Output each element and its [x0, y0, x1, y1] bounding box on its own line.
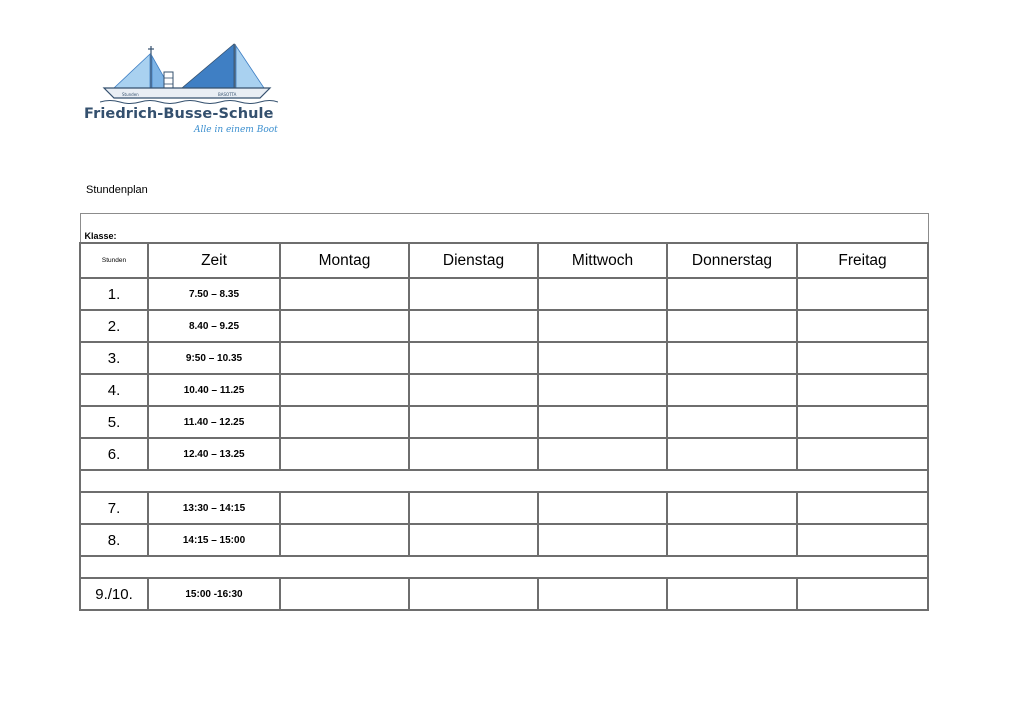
lesson-time: 11.40 – 12.25	[148, 406, 280, 438]
cell-mittwoch[interactable]	[538, 438, 667, 470]
cell-dienstag[interactable]	[409, 374, 538, 406]
break-cell	[80, 556, 928, 578]
cell-dienstag[interactable]	[409, 578, 538, 610]
lesson-number: 6.	[80, 438, 148, 470]
cell-freitag[interactable]	[797, 438, 928, 470]
cell-freitag[interactable]	[797, 310, 928, 342]
page-title: Stundenplan	[86, 184, 148, 196]
sailboat-logo-icon	[100, 42, 278, 108]
cell-donnerstag[interactable]	[667, 310, 797, 342]
cell-donnerstag[interactable]	[667, 406, 797, 438]
lesson-time: 9:50 – 10.35	[148, 342, 280, 374]
table-row	[80, 524, 928, 556]
cell-montag[interactable]	[280, 578, 409, 610]
header-zeit: Zeit	[148, 243, 280, 278]
cell-mittwoch[interactable]	[538, 406, 667, 438]
cell-dienstag[interactable]	[409, 524, 538, 556]
header-row	[80, 243, 928, 278]
cell-dienstag[interactable]	[409, 492, 538, 524]
break-row	[80, 556, 928, 578]
table-row	[80, 278, 928, 310]
header-dienstag: Dienstag	[409, 243, 538, 278]
cell-dienstag[interactable]	[409, 342, 538, 374]
cell-dienstag[interactable]	[409, 406, 538, 438]
cell-montag[interactable]	[280, 492, 409, 524]
lesson-time: 8.40 – 9.25	[148, 310, 280, 342]
school-motto: Alle in einem Boot	[194, 125, 278, 135]
cell-freitag[interactable]	[797, 374, 928, 406]
cell-mittwoch[interactable]	[538, 310, 667, 342]
cell-donnerstag[interactable]	[667, 374, 797, 406]
header-stunden: Stunden	[80, 243, 148, 278]
cell-dienstag[interactable]	[409, 438, 538, 470]
cell-montag[interactable]	[280, 342, 409, 374]
klasse-label: Klasse:	[84, 231, 117, 241]
table-row	[80, 438, 928, 470]
cell-freitag[interactable]	[797, 578, 928, 610]
table-row	[80, 310, 928, 342]
cell-donnerstag[interactable]	[667, 524, 797, 556]
cell-freitag[interactable]	[797, 492, 928, 524]
header-donnerstag: Donnerstag	[667, 243, 797, 278]
lesson-time: 12.40 – 13.25	[148, 438, 280, 470]
break-row	[80, 470, 928, 492]
cell-freitag[interactable]	[797, 524, 928, 556]
cell-mittwoch[interactable]	[538, 578, 667, 610]
lesson-number: 7.	[80, 492, 148, 524]
lesson-time: 14:15 – 15:00	[148, 524, 280, 556]
lesson-time: 10.40 – 11.25	[148, 374, 280, 406]
cell-montag[interactable]	[280, 310, 409, 342]
header-freitag: Freitag	[797, 243, 928, 278]
table-row	[80, 342, 928, 374]
break-cell	[80, 470, 928, 492]
cell-dienstag[interactable]	[409, 278, 538, 310]
cell-mittwoch[interactable]	[538, 342, 667, 374]
header-montag: Montag	[280, 243, 409, 278]
cell-donnerstag[interactable]	[667, 342, 797, 374]
lesson-number: 3.	[80, 342, 148, 374]
cell-montag[interactable]	[280, 406, 409, 438]
cell-freitag[interactable]	[797, 278, 928, 310]
cell-mittwoch[interactable]	[538, 524, 667, 556]
school-name: Friedrich-Busse-Schule	[84, 106, 274, 122]
cell-donnerstag[interactable]	[667, 578, 797, 610]
cell-donnerstag[interactable]	[667, 278, 797, 310]
lesson-number: 4.	[80, 374, 148, 406]
cell-dienstag[interactable]	[409, 310, 538, 342]
klasse-field[interactable]	[80, 214, 928, 244]
lesson-time: 7.50 – 8.35	[148, 278, 280, 310]
cell-montag[interactable]	[280, 278, 409, 310]
table-row	[80, 492, 928, 524]
lesson-number: 2.	[80, 310, 148, 342]
lesson-number: 8.	[80, 524, 148, 556]
cell-montag[interactable]	[280, 524, 409, 556]
cell-montag[interactable]	[280, 374, 409, 406]
table-row	[80, 406, 928, 438]
cell-mittwoch[interactable]	[538, 374, 667, 406]
table-row	[80, 374, 928, 406]
school-logo	[84, 42, 280, 138]
cell-freitag[interactable]	[797, 342, 928, 374]
lesson-time: 15:00 -16:30	[148, 578, 280, 610]
lesson-number: 9./10.	[80, 578, 148, 610]
lesson-time: 13:30 – 14:15	[148, 492, 280, 524]
boat-name: BASOTTA	[218, 92, 237, 97]
cell-mittwoch[interactable]	[538, 278, 667, 310]
lesson-number: 5.	[80, 406, 148, 438]
cell-freitag[interactable]	[797, 406, 928, 438]
boat-label: Stunden	[122, 92, 139, 97]
lesson-number: 1.	[80, 278, 148, 310]
table-row	[80, 578, 928, 610]
cell-montag[interactable]	[280, 438, 409, 470]
cell-mittwoch[interactable]	[538, 492, 667, 524]
cell-donnerstag[interactable]	[667, 492, 797, 524]
timetable	[79, 213, 929, 611]
header-mittwoch: Mittwoch	[538, 243, 667, 278]
cell-donnerstag[interactable]	[667, 438, 797, 470]
